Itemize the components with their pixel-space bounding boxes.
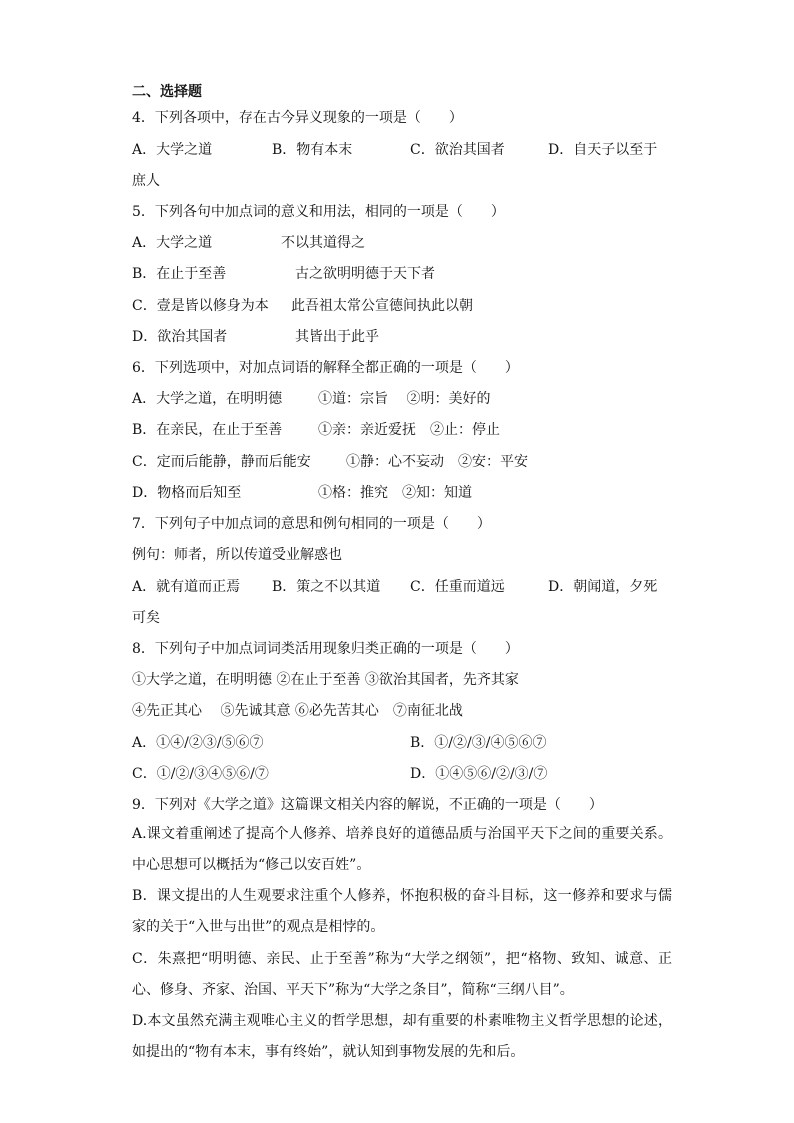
question-4-option-b: B．物有本末 — [272, 142, 353, 158]
question-6-option-b-notes: ①亲：亲近爱抚 ②止：停止 — [318, 422, 500, 438]
question-5-option-b-pair: 古之欲明明德于天下者 — [295, 266, 435, 282]
question-7-continuation: 可矣 — [132, 610, 160, 626]
question-8-items-line-1: ①大学之道，在明明德 ②在止于至善 ③欲治其国者，先齐其家 — [132, 672, 519, 688]
question-7-option-b: B．策之不以其道 — [272, 579, 381, 595]
question-8-items-line-2: ④先正其心 ⑤先诚其意 ⑥必先苦其心 ⑦南征北战 — [132, 703, 463, 719]
question-6-option-d-notes: ①格：推究 ②知：知道 — [318, 485, 472, 501]
question-7-option-a: A．就有道而正焉 — [132, 579, 241, 595]
question-5-option-b: B．在止于至善 — [132, 266, 227, 282]
question-4-stem: 4．下列各项中，存在古今异义现象的一项是（ ） — [132, 110, 463, 126]
question-6-option-d: D．物格而后知至 — [132, 485, 242, 501]
question-6-option-a: A．大学之道，在明明德 — [132, 391, 283, 407]
question-5-option-c: C．壹是皆以修身为本 — [132, 298, 269, 314]
question-6-option-a-notes: ①道：宗旨 ②明：美好的 — [318, 391, 491, 407]
question-8-option-a: A．①④/②③/⑤⑥⑦ — [132, 735, 264, 751]
question-7-option-c: C．任重而道远 — [410, 579, 505, 595]
question-6-option-c: C．定而后能静，静而后能安 — [132, 454, 311, 470]
question-4-option-c: C．欲治其国者 — [410, 142, 505, 158]
question-8-option-b: B．①/②/③/④⑤⑥⑦ — [410, 735, 547, 751]
question-4-option-d: D．自天子以至于 — [548, 142, 658, 158]
question-4-option-a: A．大学之道 — [132, 142, 213, 158]
question-7-stem: 7．下列句子中加点词的意思和例句相同的一项是（ ） — [132, 516, 491, 532]
question-6-option-b: B．在亲民，在止于至善 — [132, 422, 283, 438]
question-9-option-d: D.本文虽然充满主观唯心主义的哲学思想，却有重要的朴素唯物主义哲学思想的论述，如提出的“物有本末，事有终始”，就认知到事物发展的先和后。 — [132, 1013, 672, 1060]
question-9-stem: 9．下列对《大学之道》这篇课文相关内容的解说，不正确的一项是（ ） — [132, 797, 603, 813]
question-6-stem: 6．下列选项中，对加点词语的解释全都正确的一项是（ ） — [132, 360, 519, 376]
question-7-example: 例句：师者，所以传道受业解惑也 — [132, 547, 342, 563]
question-5-option-d: D．欲治其国者 — [132, 329, 228, 345]
question-5-stem: 5．下列各句中加点词的意义和用法，相同的一项是（ ） — [132, 204, 505, 220]
question-8-option-d: D．①④⑤⑥/②/③/⑦ — [410, 766, 548, 782]
question-5-option-a: A．大学之道 — [132, 235, 213, 251]
question-5-option-c-pair: 此吾祖太常公宣德间执此以朝 — [291, 298, 473, 314]
question-8-stem: 8．下列句子中加点词词类活用现象归类正确的一项是（ ） — [132, 641, 519, 657]
question-4-continuation: 庶人 — [132, 173, 160, 189]
section-title: 二、选择题 — [132, 84, 202, 100]
question-8-option-c: C．①/②/③④⑤⑥/⑦ — [132, 766, 269, 782]
question-6-option-c-notes: ①静：心不妄动 ②安：平安 — [346, 454, 528, 470]
question-9-option-c: C．朱熹把“明明德、亲民、止于至善”称为“大学之纲领”，把“格物、致知、诚意、正心、修身、齐家、治国、平天下”称为“大学之条目”，简称“三纲八目”。 — [132, 951, 672, 998]
question-9-option-b: B．课文提出的人生观要求注重个人修养，怀抱积极的奋斗目标，这一修养和要求与儒家的关于“入世与出世”的观点是相悖的。 — [132, 888, 672, 935]
question-9-option-a: A.课文着重阐述了提高个人修养、培养良好的道德品质与治国平天下之间的重要关系。中心思想可以概括为“修己以安百姓”。 — [132, 826, 672, 873]
question-5-option-d-pair: 其皆出于此乎 — [295, 329, 379, 345]
question-7-option-d: D．朝闻道，夕死 — [548, 579, 658, 595]
question-5-option-a-pair: 不以其道得之 — [281, 235, 365, 251]
